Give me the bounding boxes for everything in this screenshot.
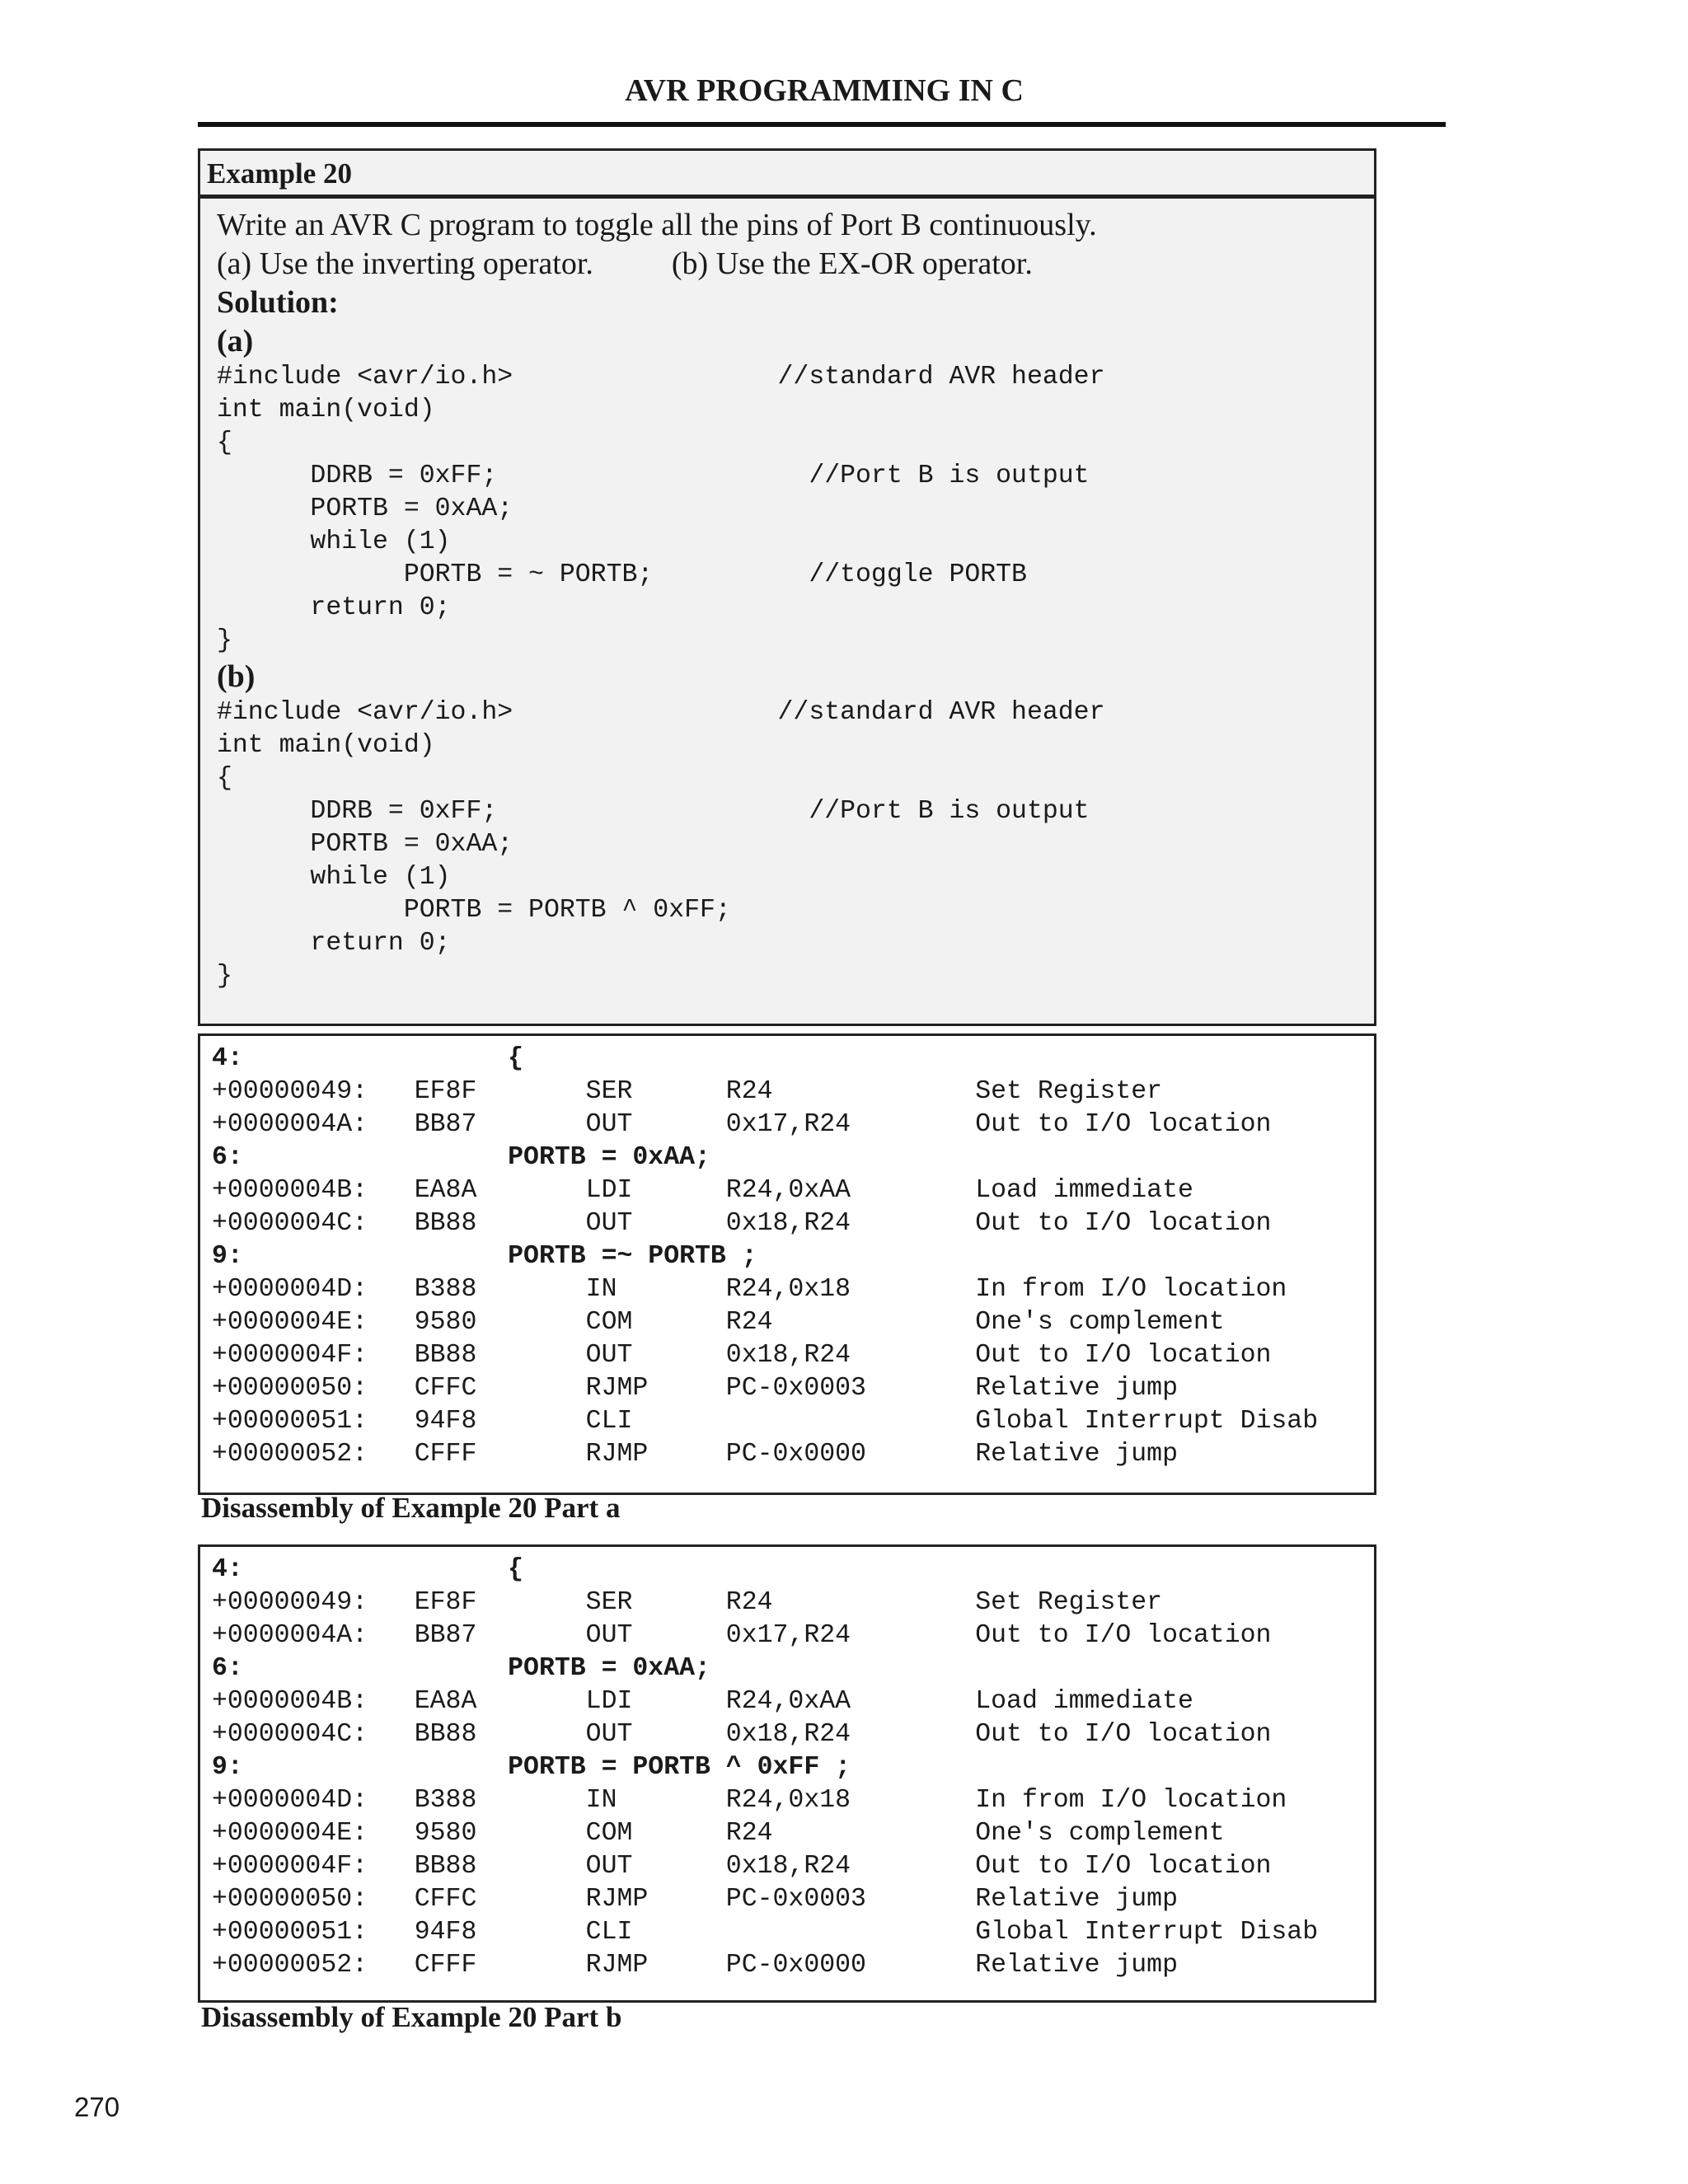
disasm-line: +0000004C: BB88 OUT 0x18,R24 Out to I/O location bbox=[212, 1720, 1272, 1749]
disasm-line: +00000051: 94F8 CLI Global Interrupt Disab bbox=[212, 1918, 1319, 1947]
page-number: 270 bbox=[74, 2092, 120, 2122]
disassembly-b-caption: Disassembly of Example 20 Part b bbox=[201, 2001, 622, 2033]
part-a-code: #include <avr/io.h> //standard AVR header int main(void) { DDRB = 0xFF; //Port B is output PORTB = 0xAA; while (1) PORTB = ~ PORTB; //toggle PORTB return 0; } bbox=[217, 363, 1105, 655]
disasm-line: 9: PORTB =~ PORTB ; bbox=[212, 1242, 757, 1271]
question-line-2: (a) Use the inverting operator. (b) Use the EX-OR operator. bbox=[217, 246, 1033, 281]
disassembly-a-listing bbox=[212, 1043, 1318, 1471]
disasm-line: 4: { bbox=[212, 1044, 524, 1073]
disasm-line: +00000050: CFFC RJMP PC-0x0003 Relative jump bbox=[212, 1374, 1178, 1403]
disassembly-a-box bbox=[198, 1033, 1376, 1495]
disassembly-b-listing bbox=[212, 1554, 1318, 1982]
part-a-label: (a) bbox=[217, 324, 254, 359]
disasm-line: +00000049: EF8F SER R24 Set Register bbox=[212, 1588, 1163, 1617]
part-b-label: (b) bbox=[217, 659, 256, 694]
disasm-line: +00000049: EF8F SER R24 Set Register bbox=[212, 1077, 1163, 1106]
disassembly-b-box bbox=[198, 1544, 1376, 2003]
disasm-line: +0000004D: B388 IN R24,0x18 In from I/O location bbox=[212, 1786, 1287, 1815]
disasm-line: +0000004F: BB88 OUT 0x18,R24 Out to I/O location bbox=[212, 1852, 1272, 1881]
disasm-line: 6: PORTB = 0xAA; bbox=[212, 1654, 710, 1683]
question-line-1: Write an AVR C program to toggle all the pins of Port B continuously. bbox=[217, 208, 1097, 242]
disasm-line: +0000004A: BB87 OUT 0x17,R24 Out to I/O location bbox=[212, 1621, 1272, 1650]
disasm-line: +0000004E: 9580 COM R24 One's complement bbox=[212, 1819, 1225, 1848]
page-header-title: AVR PROGRAMMING IN C bbox=[625, 73, 1024, 108]
example-body bbox=[217, 206, 1366, 993]
disasm-line: +0000004B: EA8A LDI R24,0xAA Load immediate bbox=[212, 1687, 1193, 1716]
disasm-line: 9: PORTB = PORTB ^ 0xFF ; bbox=[212, 1753, 851, 1782]
example-box bbox=[198, 148, 1376, 1026]
disasm-line: +0000004E: 9580 COM R24 One's complement bbox=[212, 1308, 1225, 1337]
disasm-line: +0000004A: BB87 OUT 0x17,R24 Out to I/O location bbox=[212, 1110, 1272, 1139]
part-b-code: #include <avr/io.h> //standard AVR header int main(void) { DDRB = 0xFF; //Port B is output PORTB = 0xAA; while (1) PORTB = PORTB ^ 0xFF; return 0; } bbox=[217, 698, 1105, 991]
disasm-line: 4: { bbox=[212, 1555, 524, 1584]
example-title: Example 20 bbox=[200, 151, 1374, 199]
disasm-line: +0000004F: BB88 OUT 0x18,R24 Out to I/O location bbox=[212, 1341, 1272, 1370]
disasm-line: +0000004C: BB88 OUT 0x18,R24 Out to I/O location bbox=[212, 1209, 1272, 1238]
header-rule bbox=[198, 122, 1446, 127]
solution-label: Solution: bbox=[217, 285, 339, 320]
disasm-line: +00000050: CFFC RJMP PC-0x0003 Relative jump bbox=[212, 1885, 1178, 1914]
disassembly-a-caption: Disassembly of Example 20 Part a bbox=[201, 1492, 621, 1524]
disasm-line: +00000052: CFFF RJMP PC-0x0000 Relative jump bbox=[212, 1440, 1178, 1469]
disasm-line: +00000052: CFFF RJMP PC-0x0000 Relative jump bbox=[212, 1951, 1178, 1980]
disasm-line: 6: PORTB = 0xAA; bbox=[212, 1143, 710, 1172]
disasm-line: +0000004D: B388 IN R24,0x18 In from I/O location bbox=[212, 1275, 1287, 1304]
disasm-line: +0000004B: EA8A LDI R24,0xAA Load immediate bbox=[212, 1176, 1193, 1205]
disasm-line: +00000051: 94F8 CLI Global Interrupt Disab bbox=[212, 1407, 1319, 1436]
